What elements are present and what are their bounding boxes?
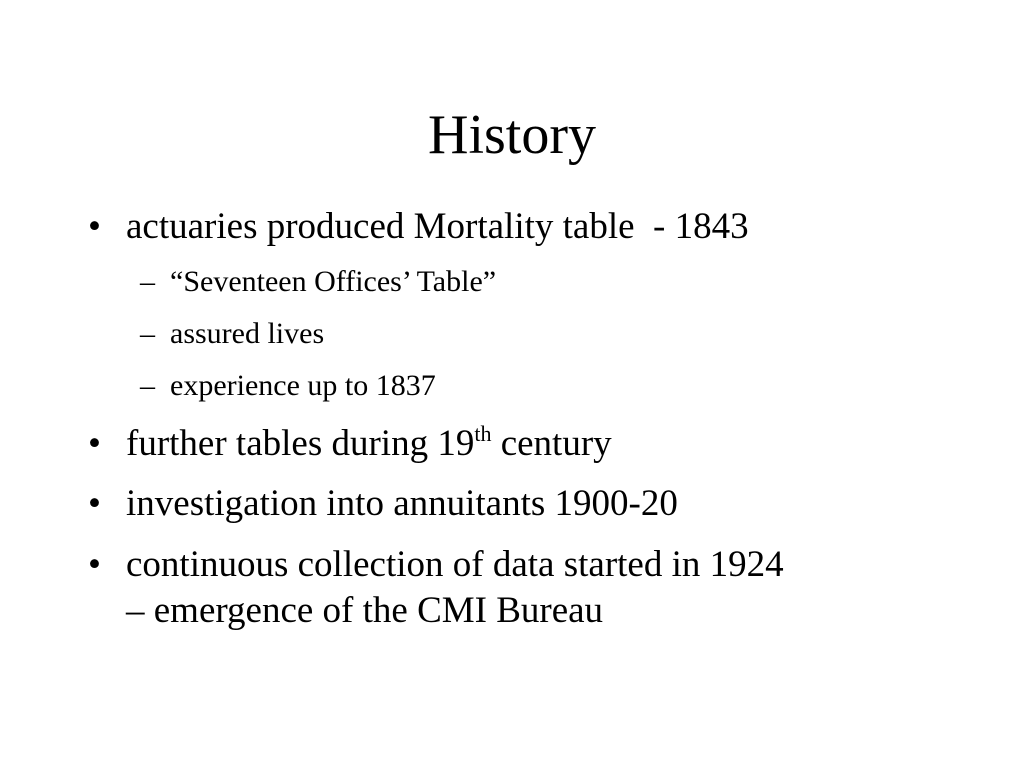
- dash-icon: –: [140, 369, 155, 402]
- sub-item-text: “Seventeen Offices’ Table”: [170, 265, 497, 298]
- bullet-text-line-2: – emergence of the CMI Bureau: [126, 590, 604, 631]
- bullet-icon: •: [88, 423, 101, 464]
- sub-item-text: assured lives: [170, 317, 325, 350]
- bullet-icon: •: [88, 544, 101, 585]
- sub-item-3: [140, 367, 436, 405]
- sub-item-text: experience up to 1837: [170, 369, 436, 402]
- bullet-item-1: [88, 204, 749, 250]
- dash-icon: –: [140, 317, 155, 350]
- bullet-text-after: century: [491, 423, 612, 464]
- bullet-text-line-1: continuous collection of data started in 1924: [126, 544, 784, 585]
- sub-item-2: [140, 315, 325, 353]
- bullet-item-2: [88, 421, 612, 467]
- bullet-item-4: [88, 542, 784, 634]
- dash-icon: –: [140, 265, 155, 298]
- bullet-text-before: further tables during 19: [126, 423, 475, 464]
- bullet-item-3: [88, 481, 678, 527]
- sub-item-1: [140, 263, 497, 301]
- superscript-text: th: [474, 421, 492, 446]
- bullet-icon: •: [88, 483, 101, 524]
- bullet-text: actuaries produced Mortality table - 1843: [126, 206, 749, 247]
- bullet-icon: •: [88, 206, 101, 247]
- slide-title: History: [428, 104, 596, 166]
- bullet-text: investigation into annuitants 1900-20: [126, 483, 678, 524]
